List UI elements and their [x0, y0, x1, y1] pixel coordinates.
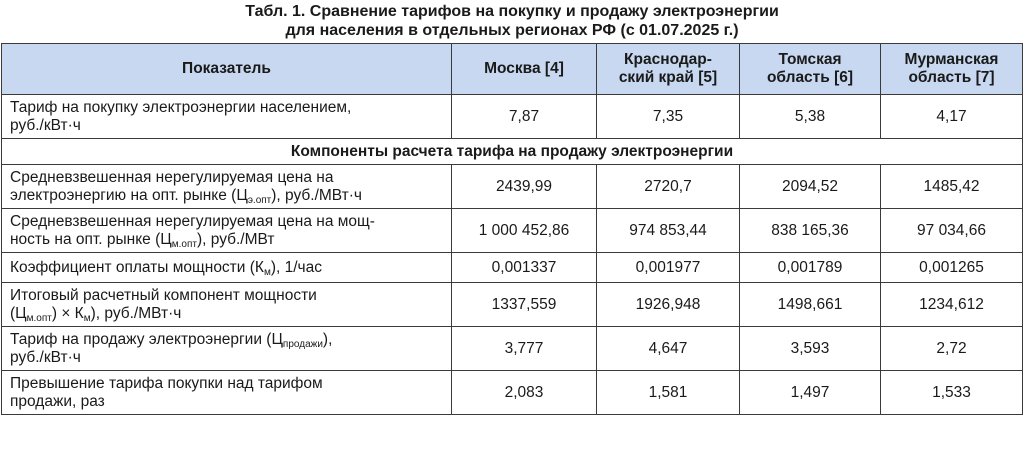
caption-line-2: для населения в отдельных регионах РФ (с 01.07.2025 г.)	[285, 22, 739, 39]
cell-value: 2,083	[452, 371, 597, 415]
row-label: Тариф на покупку электроэнергии населением, руб./кВт·ч	[2, 95, 452, 139]
header-row	[2, 44, 1023, 95]
header-krasnodar: Краснодар- ский край [5]	[597, 44, 740, 95]
cell-value: 3,593	[740, 327, 881, 371]
header-tomsk: Томская область [6]	[740, 44, 881, 95]
table-row	[2, 95, 1023, 139]
row-label: Средневзвешенная нерегулируемая цена на электроэнергию на опт. рынке $(Ц_{э.опт})$, руб./МВт·ч	[2, 165, 452, 209]
cell-value: 0,001977	[597, 253, 740, 283]
cell-value: 7,35	[597, 95, 740, 139]
cell-value: 1926,948	[597, 283, 740, 327]
row-label: Превышение тарифа покупки над тарифом продажи, раз	[2, 371, 452, 415]
section-row	[2, 139, 1023, 165]
row-label: Средневзвешенная нерегулируемая цена на мощ- ность на опт. рынке $(Ц_{м.опт})$, руб./МВт	[2, 209, 452, 253]
table-row	[2, 371, 1023, 415]
cell-value: 1498,661	[740, 283, 881, 327]
cell-value: 974 853,44	[597, 209, 740, 253]
cell-value: 2,72	[881, 327, 1023, 371]
cell-value: 0,001265	[881, 253, 1023, 283]
header-indicator: Показатель	[2, 44, 452, 95]
cell-value: 1485,42	[881, 165, 1023, 209]
table-row	[2, 283, 1023, 327]
section-title: Компоненты расчета тарифа на продажу электроэнергии	[2, 139, 1023, 165]
row-label: Коэффициент оплаты мощности $(К_м)$, 1/час	[2, 253, 452, 283]
header-murmansk: Мурманская область [7]	[881, 44, 1023, 95]
cell-value: 4,17	[881, 95, 1023, 139]
tariff-comparison-table	[1, 43, 1023, 415]
table-row	[2, 165, 1023, 209]
caption-line-1: Табл. 1. Сравнение тарифов на покупку и продажу электроэнергии	[245, 3, 779, 20]
table-row	[2, 253, 1023, 283]
table-row	[2, 209, 1023, 253]
cell-value: 1234,612	[881, 283, 1023, 327]
row-label: Тариф на продажу электроэнергии $(Ц_{продажи})$, руб./кВт·ч	[2, 327, 452, 371]
table-row	[2, 327, 1023, 371]
cell-value: 1337,559	[452, 283, 597, 327]
cell-value: 0,001789	[740, 253, 881, 283]
cell-value: 838 165,36	[740, 209, 881, 253]
cell-value: 97 034,66	[881, 209, 1023, 253]
cell-value: 1,581	[597, 371, 740, 415]
cell-value: 0,001337	[452, 253, 597, 283]
cell-value: 1 000 452,86	[452, 209, 597, 253]
cell-value: 3,777	[452, 327, 597, 371]
cell-value: 2094,52	[740, 165, 881, 209]
table-caption	[0, 0, 1024, 43]
cell-value: 5,38	[740, 95, 881, 139]
row-label: Итоговый расчетный компонент мощности $(Ц_{м.опт}) \times К_м$), руб./МВт·ч	[2, 283, 452, 327]
cell-value: 1,497	[740, 371, 881, 415]
cell-value: 7,87	[452, 95, 597, 139]
cell-value: 2439,99	[452, 165, 597, 209]
cell-value: 1,533	[881, 371, 1023, 415]
cell-value: 4,647	[597, 327, 740, 371]
cell-value: 2720,7	[597, 165, 740, 209]
header-moscow: Москва [4]	[452, 44, 597, 95]
